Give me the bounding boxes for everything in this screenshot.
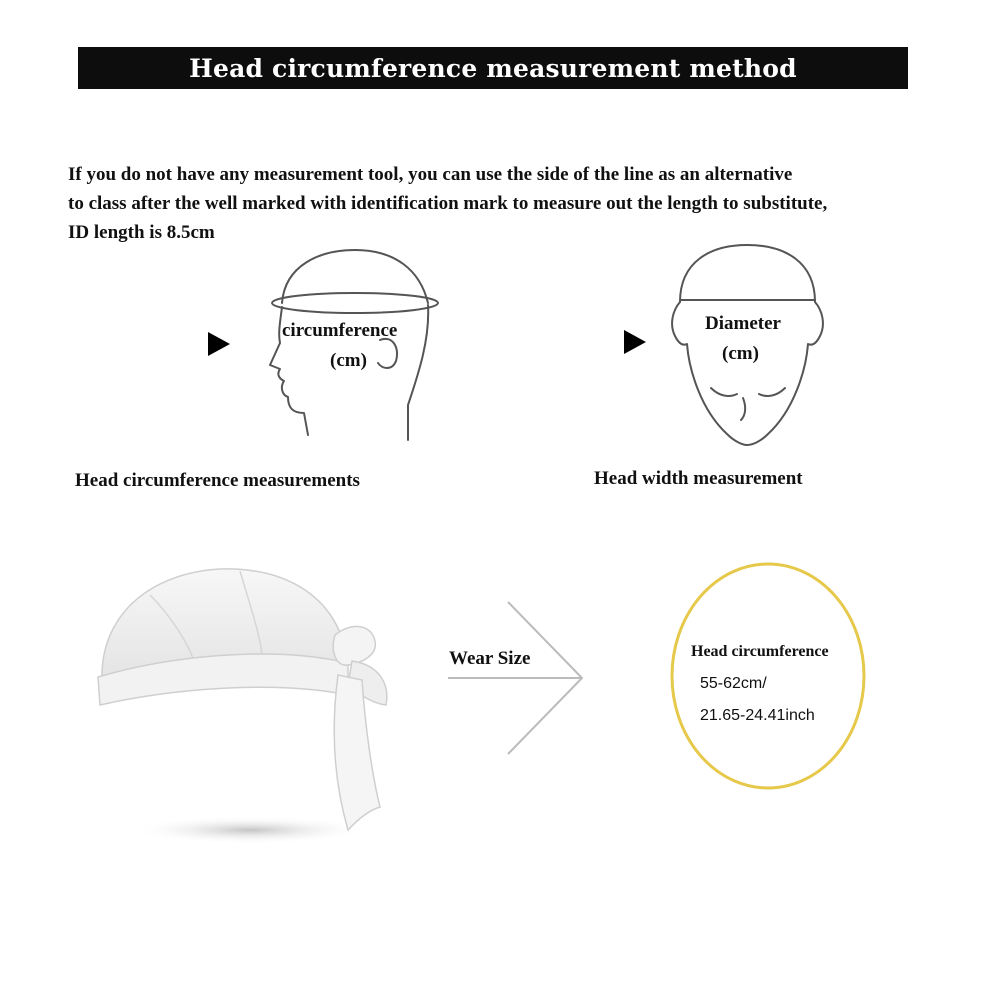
head-side-view-diagram	[260, 245, 450, 445]
title-bar	[78, 47, 908, 89]
intro-text	[68, 160, 993, 247]
page-title: Head circumference measurement method	[189, 53, 797, 83]
front-view-caption: Head width measurement	[594, 468, 803, 489]
diameter-label: Diameter	[705, 313, 781, 334]
size-oval	[668, 560, 868, 792]
wear-size-label: Wear Size	[449, 648, 531, 669]
diameter-unit-label: (cm)	[722, 343, 759, 364]
intro-line-2: to class after the well marked with identification mark to measure out the length to substitute,	[68, 193, 828, 214]
size-value-cm: 55-62cm/	[700, 675, 767, 692]
size-value-inch: 21.65-24.41inch	[700, 707, 815, 724]
bandana-cap-image	[90, 555, 430, 855]
intro-line-3: ID length is 8.5cm	[68, 222, 215, 243]
side-view-caption: Head circumference measurements	[75, 470, 360, 491]
right-triangle-arrow-icon	[624, 330, 646, 354]
size-title: Head circumference	[691, 643, 829, 660]
circumference-unit-label: (cm)	[330, 350, 367, 371]
intro-line-1: If you do not have any measurement tool, you can use the side of the line as an alternative	[68, 164, 793, 185]
right-triangle-arrow-icon	[208, 332, 230, 356]
chevron-right-icon	[448, 598, 588, 758]
circumference-label: circumference	[282, 320, 398, 341]
